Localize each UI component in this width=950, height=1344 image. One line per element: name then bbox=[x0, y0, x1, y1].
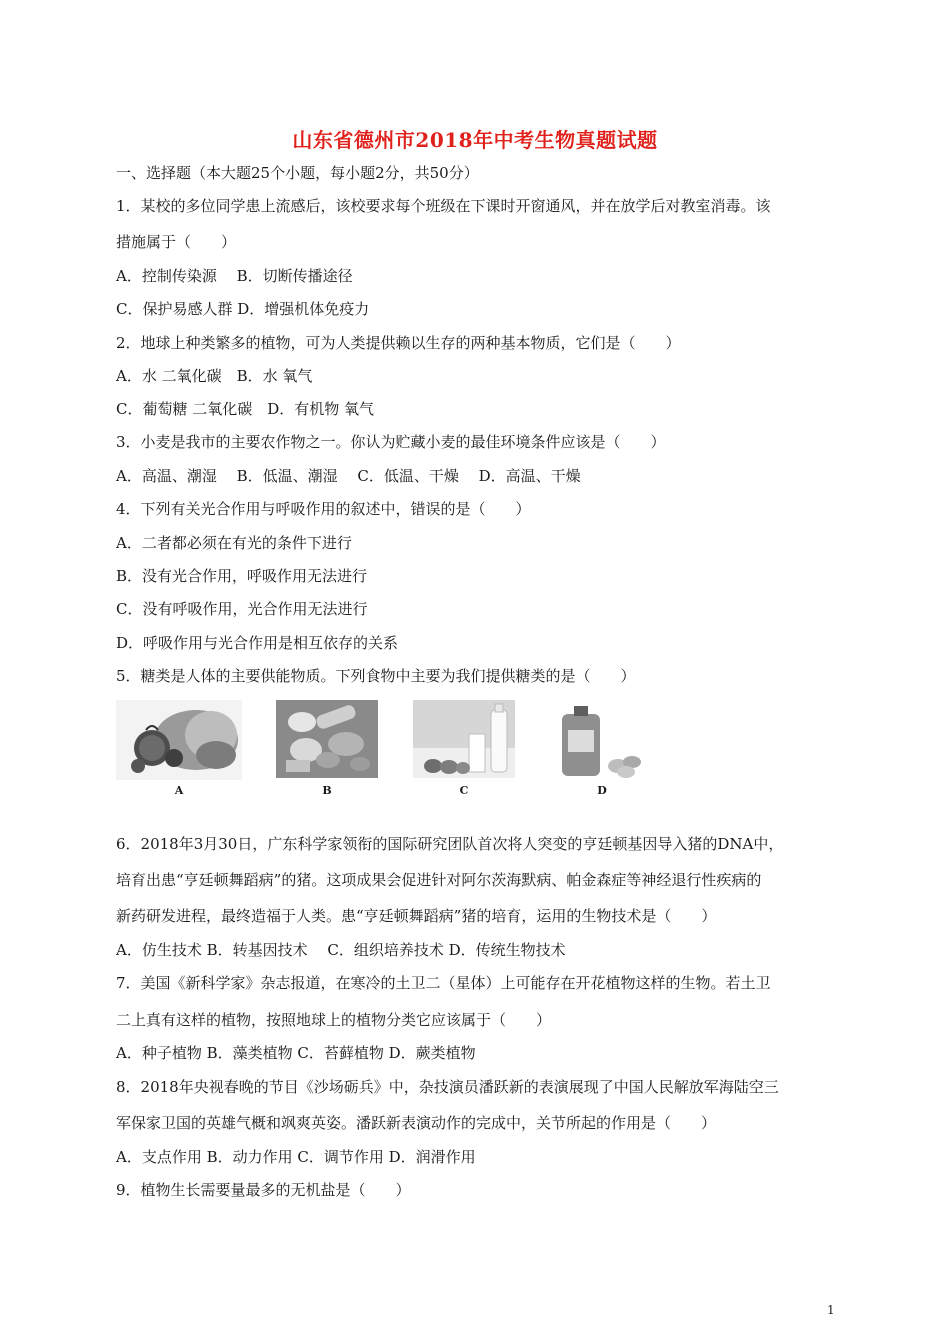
staple-foods-image bbox=[276, 700, 378, 778]
question-8-stem-cont: 军保家卫国的英雄气概和飒爽英姿。潘跃新表演动作的完成中，关节所起的作用是（ ） bbox=[116, 1114, 717, 1132]
question-8-stem: 8．2018年央视春晚的节目《沙场砺兵》中，杂技演员潘跃新的表演展现了中国人民解放军海陆空三 bbox=[116, 1078, 779, 1096]
question-1-options-ab: A．控制传染源 B．切断传播途径 bbox=[116, 267, 353, 285]
question-6-stem-cont-1: 培育出患“亨廷顿舞蹈病”的猪。这项成果会促进针对阿尔茨海默病、帕金森症等神经退行性疾病的 bbox=[116, 871, 762, 889]
figure-b-staple-foods bbox=[276, 700, 378, 797]
question-2-options-cd: C．葡萄糖 二氧化碳 D．有机物 氧气 bbox=[116, 400, 375, 418]
question-3-options: A．高温、潮湿 B．低温、潮湿 C．低温、干燥 D．高温、干燥 bbox=[116, 467, 581, 485]
figure-d-oil-peanuts bbox=[556, 700, 648, 797]
question-4-option-d: D．呼吸作用与光合作用是相互依存的关系 bbox=[116, 634, 399, 652]
figure-a-vegetables bbox=[116, 700, 242, 797]
question-4-option-b: B．没有光合作用，呼吸作用无法进行 bbox=[116, 567, 368, 585]
question-4-option-a: A．二者都必须在有光的条件下进行 bbox=[116, 534, 352, 552]
question-7-stem-cont: 二上真有这样的植物，按照地球上的植物分类它应该属于（ ） bbox=[116, 1011, 552, 1029]
oil-peanuts-image bbox=[556, 700, 648, 780]
question-2-options-ab: A．水 二氧化碳 B．水 氧气 bbox=[116, 367, 313, 385]
question-6-stem-cont-2: 新药研发进程，最终造福于人类。患“亨廷顿舞蹈病”猪的培育，运用的生物技术是（ ） bbox=[116, 907, 717, 925]
question-6-stem: 6．2018年3月30日，广东科学家领衔的国际研究团队首次将人突变的亨廷顿基因导入猪的DNA中， bbox=[116, 835, 784, 853]
figure-c-label: C bbox=[459, 784, 469, 797]
figure-c-milk-eggs bbox=[413, 700, 515, 797]
question-4-stem: 4．下列有关光合作用与呼吸作用的叙述中，错误的是（ ） bbox=[116, 500, 531, 518]
question-5-figures bbox=[116, 700, 656, 806]
question-6-options: A．仿生技术 B．转基因技术 C．组织培养技术 D．传统生物技术 bbox=[116, 941, 566, 959]
question-1-stem-cont: 措施属于（ ） bbox=[116, 233, 237, 251]
vegetables-image bbox=[116, 700, 242, 780]
question-1-stem: 1．某校的多位同学患上流感后，该校要求每个班级在下课时开窗通风，并在放学后对教室消毒。该 bbox=[116, 197, 771, 215]
page-title: 山东省德州市2018年中考生物真题试题 bbox=[292, 128, 658, 152]
question-9-stem: 9．植物生长需要量最多的无机盐是（ ） bbox=[116, 1181, 411, 1199]
figure-b-label: B bbox=[322, 784, 332, 797]
question-2-stem: 2．地球上种类繁多的植物，可为人类提供赖以生存的两种基本物质，它们是（ ） bbox=[116, 334, 681, 352]
question-7-options: A．种子植物 B．藻类植物 C．苔藓植物 D．蕨类植物 bbox=[116, 1044, 476, 1062]
page-number: 1 bbox=[827, 1303, 835, 1317]
question-5-stem: 5．糖类是人体的主要供能物质。下列食物中主要为我们提供糖类的是（ ） bbox=[116, 667, 636, 685]
question-7-stem: 7．美国《新科学家》杂志报道，在寒冷的土卫二（星体）上可能存在开花植物这样的生物。若土卫 bbox=[116, 974, 771, 992]
section-heading: 一、选择题（本大题25个小题，每小题2分，共50分） bbox=[116, 164, 479, 182]
question-8-options: A．支点作用 B．动力作用 C．调节作用 D．润滑作用 bbox=[116, 1148, 476, 1166]
question-1-options-cd: C．保护易感人群 D．增强机体免疫力 bbox=[116, 300, 370, 318]
question-4-option-c: C．没有呼吸作用，光合作用无法进行 bbox=[116, 600, 368, 618]
figure-d-label: D bbox=[597, 784, 607, 797]
milk-eggs-image bbox=[413, 700, 515, 778]
question-3-stem: 3．小麦是我市的主要农作物之一。你认为贮藏小麦的最佳环境条件应该是（ ） bbox=[116, 433, 666, 451]
figure-a-label: A bbox=[174, 784, 184, 797]
